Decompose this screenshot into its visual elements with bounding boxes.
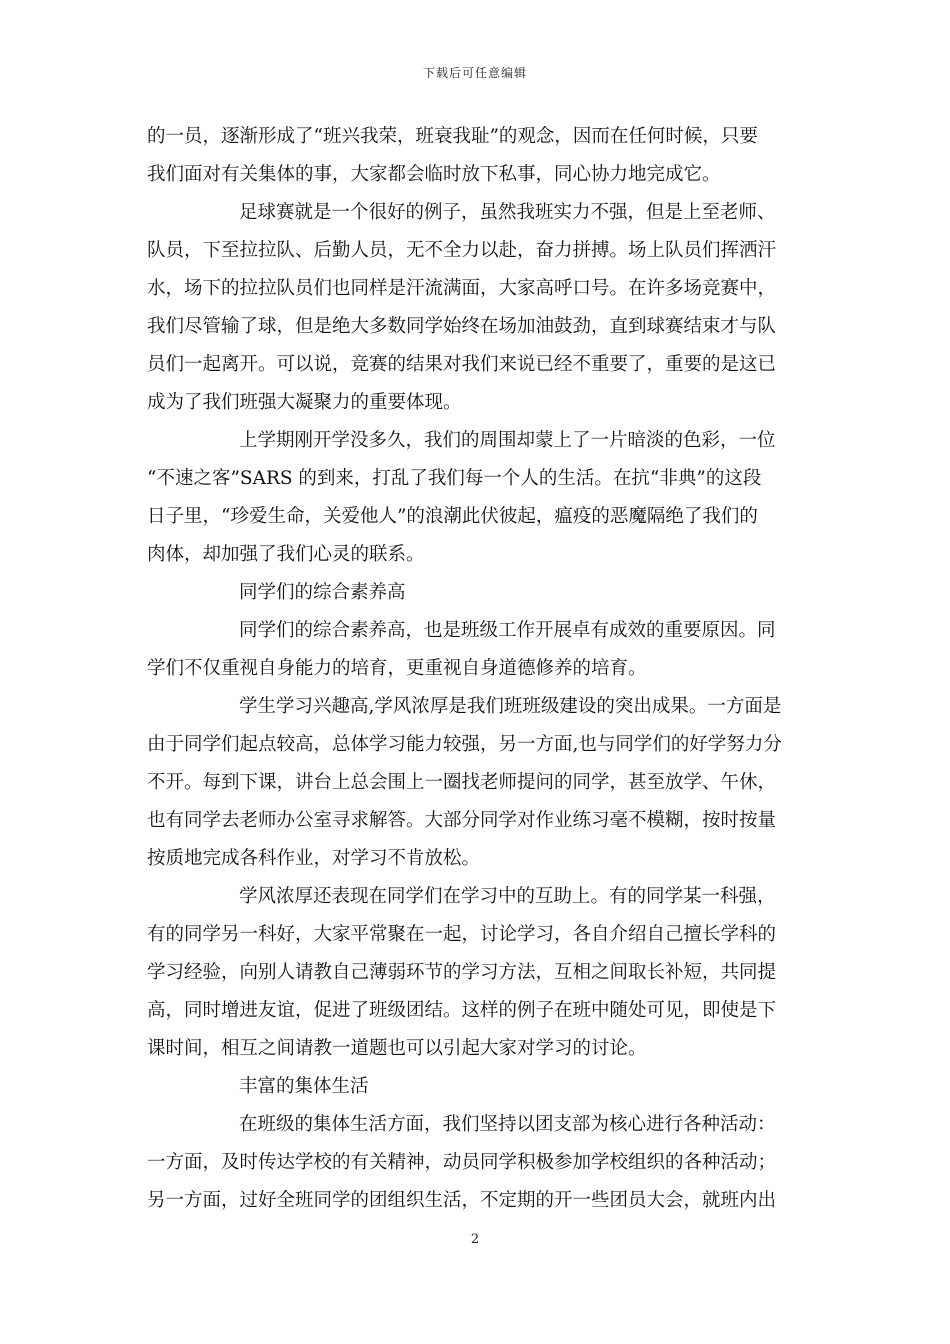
section-heading: 丰富的集体生活 bbox=[239, 1076, 369, 1097]
document-body bbox=[147, 118, 807, 1220]
text-line: 也有同学去老师办公室寻求解答。大部分同学对作业练习毫不模糊，按时按量 bbox=[147, 810, 777, 831]
text-line: 我们尽管输了球，但是绝大多数同学始终在场加油鼓劲，直到球赛结束才与队 bbox=[147, 316, 777, 337]
text-line: 学习经验，向别人请教自己薄弱环节的学习方法，互相之间取长补短，共同提 bbox=[147, 962, 777, 983]
text-line: 由于同学们起点较高，总体学习能力较强，另一方面,也与同学们的好学努力分 bbox=[147, 734, 782, 755]
text-line: 一方面，及时传达学校的有关精神，动员同学积极参加学校组织的各种活动； bbox=[147, 1152, 777, 1173]
section-heading: 同学们的综合素养高 bbox=[239, 582, 406, 603]
page-header: 下载后可任意编辑 bbox=[422, 66, 527, 80]
text-line: 上学期刚开学没多久，我们的周围却蒙上了一片暗淡的色彩，一位 bbox=[239, 430, 776, 451]
text-line: 学们不仅重视自身能力的培育，更重视自身道德修养的培育。 bbox=[147, 658, 647, 679]
text-line: 队员，下至拉拉队、后勤人员，无不全力以赴，奋力拼搏。场上队员们挥洒汗 bbox=[147, 240, 777, 261]
text-line: 学生学习兴趣高,学风浓厚是我们班班级建设的突出成果。一方面是 bbox=[239, 696, 782, 717]
text-line: 日子里，“珍爱生命，关爱他人”的浪潮此伏彼起，瘟疫的恶魔隔绝了我们的 bbox=[147, 506, 758, 527]
text-line: 肉体，却加强了我们心灵的联系。 bbox=[147, 544, 425, 565]
text-line: 学风浓厚还表现在同学们在学习中的互助上。有的同学某一科强， bbox=[239, 886, 776, 907]
text-line: 我们面对有关集体的事，大家都会临时放下私事，同心协力地完成它。 bbox=[147, 164, 721, 185]
text-line: 有的同学另一科好，大家平常聚在一起，讨论学习，各自介绍自己擅长学科的 bbox=[147, 924, 777, 945]
text-line: 高，同时增进友谊，促进了班级团结。这样的例子在班中随处可见，即使是下 bbox=[147, 1000, 777, 1021]
text-line: 的一员，逐渐形成了“班兴我荣，班衰我耻”的观念，因而在任何时候，只要 bbox=[147, 126, 758, 147]
text-line: 水，场下的拉拉队员们也同样是汗流满面，大家高呼口号。在许多场竞赛中， bbox=[147, 278, 777, 299]
text-line: 课时间，相互之间请教一道题也可以引起大家对学习的讨论。 bbox=[147, 1038, 647, 1059]
text-line: “不速之客”SARS 的到来，打乱了我们每一个人的生活。在抗“非典”的这段 bbox=[147, 468, 762, 489]
text-line: 足球赛就是一个很好的例子，虽然我班实力不强，但是上至老师、 bbox=[239, 202, 776, 223]
page-number: 2 bbox=[470, 1232, 480, 1247]
text-line: 成为了我们班强大凝聚力的重要体现。 bbox=[147, 392, 462, 413]
text-line: 同学们的综合素养高，也是班级工作开展卓有成效的重要原因。同 bbox=[239, 620, 776, 641]
text-line: 另一方面，过好全班同学的团组织生活，不定期的开一些团员大会，就班内出 bbox=[147, 1190, 777, 1211]
text-line: 不开。每到下课，讲台上总会围上一圈找老师提问的同学，甚至放学、午休， bbox=[147, 772, 777, 793]
text-line: 在班级的集体生活方面，我们坚持以团支部为核心进行各种活动： bbox=[239, 1114, 776, 1135]
text-line: 按质地完成各科作业，对学习不肯放松。 bbox=[147, 848, 481, 869]
text-line: 员们一起离开。可以说，竞赛的结果对我们来说已经不重要了，重要的是这已 bbox=[147, 354, 777, 375]
